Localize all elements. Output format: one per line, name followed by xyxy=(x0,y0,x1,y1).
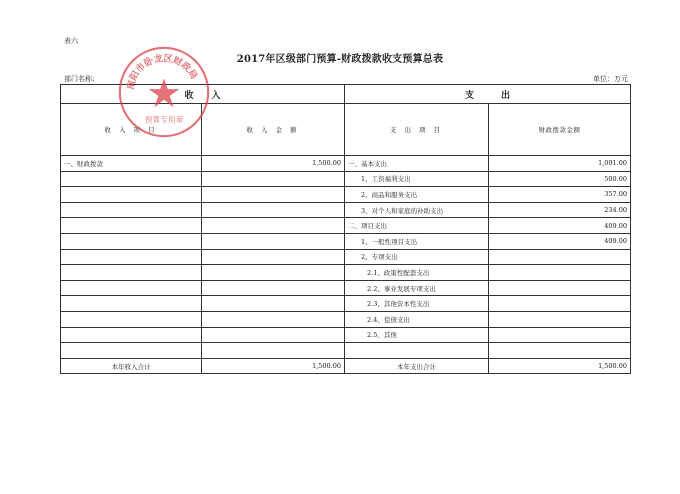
expense-item-cell: 3、对个人和家庭的补助支出 xyxy=(345,202,489,218)
svg-text:南阳市卧龙区财政局: 南阳市卧龙区财政局 xyxy=(125,53,200,91)
income-amount-cell xyxy=(202,343,345,359)
expense-item-cell: 一、基本支出 xyxy=(345,156,489,172)
expense-amount-cell: 234.00 xyxy=(489,202,631,218)
expense-amount-cell xyxy=(489,327,631,343)
totals-row xyxy=(61,358,631,374)
expense-item-cell: 2、商品和服务支出 xyxy=(345,187,489,203)
income-item-cell xyxy=(61,311,202,327)
expense-item-cell: 2.2、事业发展专项支出 xyxy=(345,280,489,296)
page-label: 表六 xyxy=(64,37,78,45)
income-item-cell: 一、财政拨款 xyxy=(61,156,202,172)
table-row xyxy=(61,171,631,187)
income-total-label: 本年收入合计 xyxy=(61,358,202,374)
income-item-cell xyxy=(61,327,202,343)
income-amount-cell xyxy=(202,311,345,327)
svg-text:预算专用章: 预算专用章 xyxy=(144,115,184,125)
expense-amount-cell xyxy=(489,311,631,327)
income-total-value: 1,500.00 xyxy=(202,358,345,374)
table-row xyxy=(61,156,631,172)
income-item-cell xyxy=(61,202,202,218)
income-item-cell xyxy=(61,296,202,312)
table-row xyxy=(61,265,631,281)
expense-item-cell: 2.1、政策性配套支出 xyxy=(345,265,489,281)
expense-amount-cell xyxy=(489,280,631,296)
document-title: 2017年区级部门预算-财政拨款收支预算总表 xyxy=(236,54,444,65)
expense-total-value: 1,500.00 xyxy=(489,358,631,374)
income-amount-cell xyxy=(202,202,345,218)
income-item-cell xyxy=(61,218,202,234)
income-item-cell xyxy=(61,280,202,296)
expense-item-cell: 1、工资福利支出 xyxy=(345,171,489,187)
expense-amount-header: 财政拨款金额 xyxy=(489,104,631,156)
expense-item-cell: 2.3、其他资本性支出 xyxy=(345,296,489,312)
income-amount-cell: 1,500.00 xyxy=(202,156,345,172)
table-row xyxy=(61,218,631,234)
table-row xyxy=(61,327,631,343)
income-amount-cell xyxy=(202,171,345,187)
income-item-cell xyxy=(61,171,202,187)
expense-item-cell: 1、一般性项目支出 xyxy=(345,233,489,249)
table-row xyxy=(61,202,631,218)
income-item-cell xyxy=(61,249,202,265)
income-item-cell xyxy=(61,343,202,359)
income-item-cell xyxy=(61,187,202,203)
income-item-cell xyxy=(61,265,202,281)
income-item-cell xyxy=(61,233,202,249)
expense-section-header: 支 出 xyxy=(345,85,631,104)
expense-amount-cell: 1,091.00 xyxy=(489,156,631,172)
department-label: 部门名称: xyxy=(64,75,95,83)
income-amount-cell xyxy=(202,327,345,343)
table-row xyxy=(61,296,631,312)
expense-item-header: 支 出 项 目 xyxy=(345,104,489,156)
expense-item-cell: 2、专项支出 xyxy=(345,249,489,265)
table-row xyxy=(61,311,631,327)
income-amount-cell xyxy=(202,187,345,203)
income-amount-cell xyxy=(202,233,345,249)
income-section-header: 收 入 xyxy=(61,85,345,104)
unit-label: 单位：万元 xyxy=(593,75,628,83)
income-amount-header: 收 入 金 额 xyxy=(202,104,345,156)
income-amount-cell xyxy=(202,218,345,234)
expense-item-cell: 二、项目支出 xyxy=(345,218,489,234)
expense-amount-cell xyxy=(489,265,631,281)
table-row xyxy=(61,233,631,249)
table-row xyxy=(61,343,631,359)
expense-amount-cell: 357.00 xyxy=(489,187,631,203)
income-item-header: 收 入 项 目 xyxy=(61,104,202,156)
expense-item-cell: 2.4、偿债支出 xyxy=(345,311,489,327)
expense-amount-cell xyxy=(489,249,631,265)
table-row xyxy=(61,280,631,296)
table-row xyxy=(61,187,631,203)
expense-total-label: 本年支出合计 xyxy=(345,358,489,374)
section-header-row xyxy=(61,85,631,104)
column-header-row xyxy=(61,104,631,156)
income-amount-cell xyxy=(202,265,345,281)
expense-amount-cell xyxy=(489,296,631,312)
expense-item-cell: 2.5、其他 xyxy=(345,327,489,343)
income-amount-cell xyxy=(202,296,345,312)
expense-amount-cell: 409.00 xyxy=(489,218,631,234)
expense-amount-cell: 500.00 xyxy=(489,171,631,187)
income-amount-cell xyxy=(202,280,345,296)
expense-amount-cell: 409.00 xyxy=(489,233,631,249)
income-amount-cell xyxy=(202,249,345,265)
expense-amount-cell xyxy=(489,343,631,359)
table-row xyxy=(61,249,631,265)
expense-item-cell xyxy=(345,343,489,359)
budget-table xyxy=(60,84,631,374)
